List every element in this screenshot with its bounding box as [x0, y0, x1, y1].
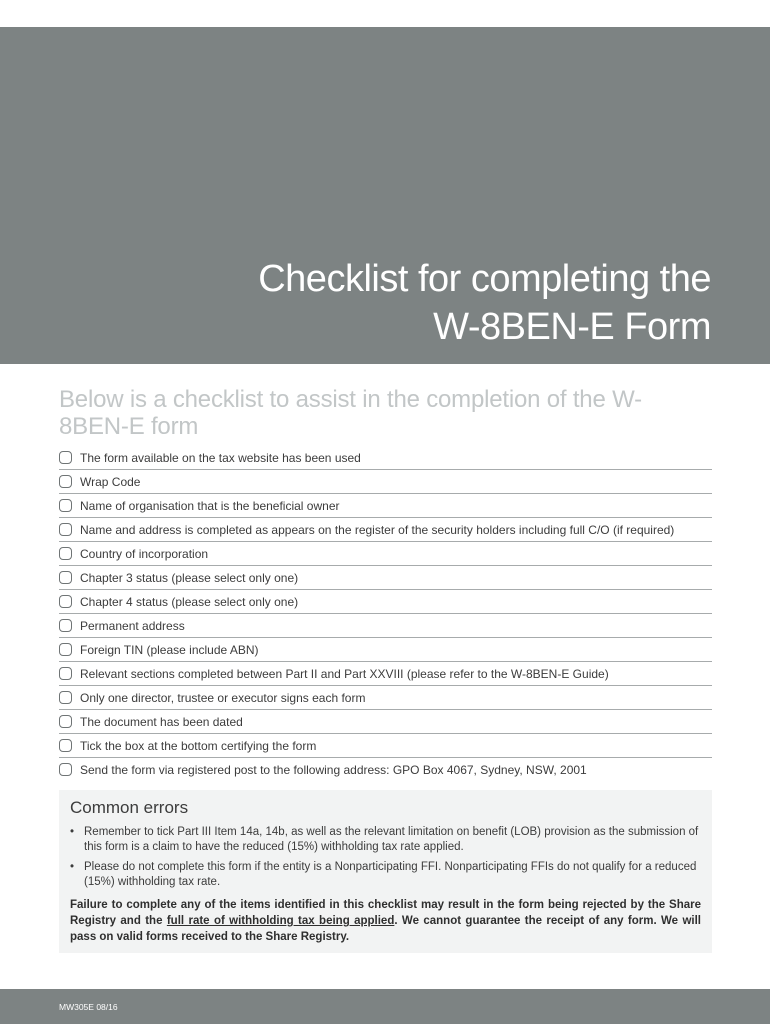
bullet: • [70, 826, 75, 838]
checklist-item-label: Tick the box at the bottom certifying the form [80, 738, 317, 753]
warning-text [70, 897, 701, 945]
checklist-item-label: Send the form via registered post to the following address: GPO Box 4067, Sydney, NSW, 2001 [80, 762, 587, 777]
checklist-item-label: Wrap Code [80, 474, 141, 489]
checkbox[interactable] [59, 523, 72, 536]
checkbox[interactable] [59, 715, 72, 728]
footer-bar [0, 989, 770, 1024]
checkbox[interactable] [59, 667, 72, 680]
checklist-item-label: Foreign TIN (please include ABN) [80, 642, 259, 657]
checkbox[interactable] [59, 643, 72, 656]
warning-text-start: Failure to complete any of the items identified in this checklist may result in the form being rejected by the Share Registry and the [70, 899, 701, 927]
checklist-item-label: Chapter 3 status (please select only one) [80, 570, 299, 585]
common-errors-panel [59, 790, 712, 953]
common-errors-list [70, 825, 701, 890]
checkbox[interactable] [59, 451, 72, 464]
list-item [70, 860, 701, 890]
checklist-item [59, 686, 712, 710]
checkbox[interactable] [59, 691, 72, 704]
page-title-line-2: W-8BEN-E Form [433, 306, 711, 348]
checklist-item-label: Only one director, trustee or executor signs each form [80, 690, 366, 705]
checklist-item [59, 542, 712, 566]
checkbox[interactable] [59, 547, 72, 560]
checklist-item-label: The form available on the tax website has been used [80, 450, 361, 465]
withholding-tax-link[interactable]: full rate of withholding tax being applied [166, 915, 395, 927]
warning-text-end: . We cannot guarantee the receipt of any form. We will pass on valid forms received to the Share Registry. [70, 915, 701, 943]
checkbox[interactable] [59, 763, 72, 776]
checklist-item-label: Chapter 4 status (please select only one) [80, 594, 299, 609]
checklist [59, 446, 712, 781]
checklist-item [59, 494, 712, 518]
checkbox[interactable] [59, 595, 72, 608]
checklist-item-label: Relevant sections completed between Part II and Part XXVIII (please refer to the W-8BEN-E Guide) [80, 666, 609, 681]
list-item-text: Please do not complete this form if the entity is a Nonparticipating FFI. Nonparticipating FFIs do not qualify for a reduced (15%) withholding tax rate. [84, 861, 697, 888]
checklist-item [59, 470, 712, 494]
checkbox[interactable] [59, 739, 72, 752]
page-title [91, 255, 711, 351]
checklist-item-label: Name of organisation that is the beneficial owner [80, 498, 340, 513]
checklist-item [59, 614, 712, 638]
common-errors-title: Common errors [70, 798, 189, 817]
checklist-item-label: The document has been dated [80, 714, 243, 729]
checklist-item-label: Name and address is completed as appears on the register of the security holders including full C/O (if required) [80, 522, 675, 537]
checklist-item-label: Permanent address [80, 618, 185, 633]
checklist-item [59, 590, 712, 614]
checklist-item [59, 518, 712, 542]
checklist-item [59, 710, 712, 734]
document-code: MW305E 08/16 [59, 1002, 118, 1012]
checklist-item [59, 662, 712, 686]
checklist-item [59, 446, 712, 470]
checklist-item [59, 758, 712, 781]
checklist-item-label: Country of incorporation [80, 546, 209, 561]
list-item-text: Remember to tick Part III Item 14a, 14b, as well as the relevant limitation on benefit (LOB) provision as the submission of this form is a claim to have the reduced (15%) withholding tax rate applied. [84, 826, 699, 853]
checklist-item [59, 734, 712, 758]
list-item [70, 825, 701, 855]
intro-text: Below is a checklist to assist in the completion of the W-8BEN-E form [59, 386, 642, 440]
checkbox[interactable] [59, 571, 72, 584]
checkbox[interactable] [59, 499, 72, 512]
checkbox[interactable] [59, 619, 72, 632]
page-title-line-1: Checklist for completing the [258, 258, 711, 300]
checklist-item [59, 638, 712, 662]
bullet: • [70, 861, 75, 873]
checkbox[interactable] [59, 475, 72, 488]
checklist-item [59, 566, 712, 590]
